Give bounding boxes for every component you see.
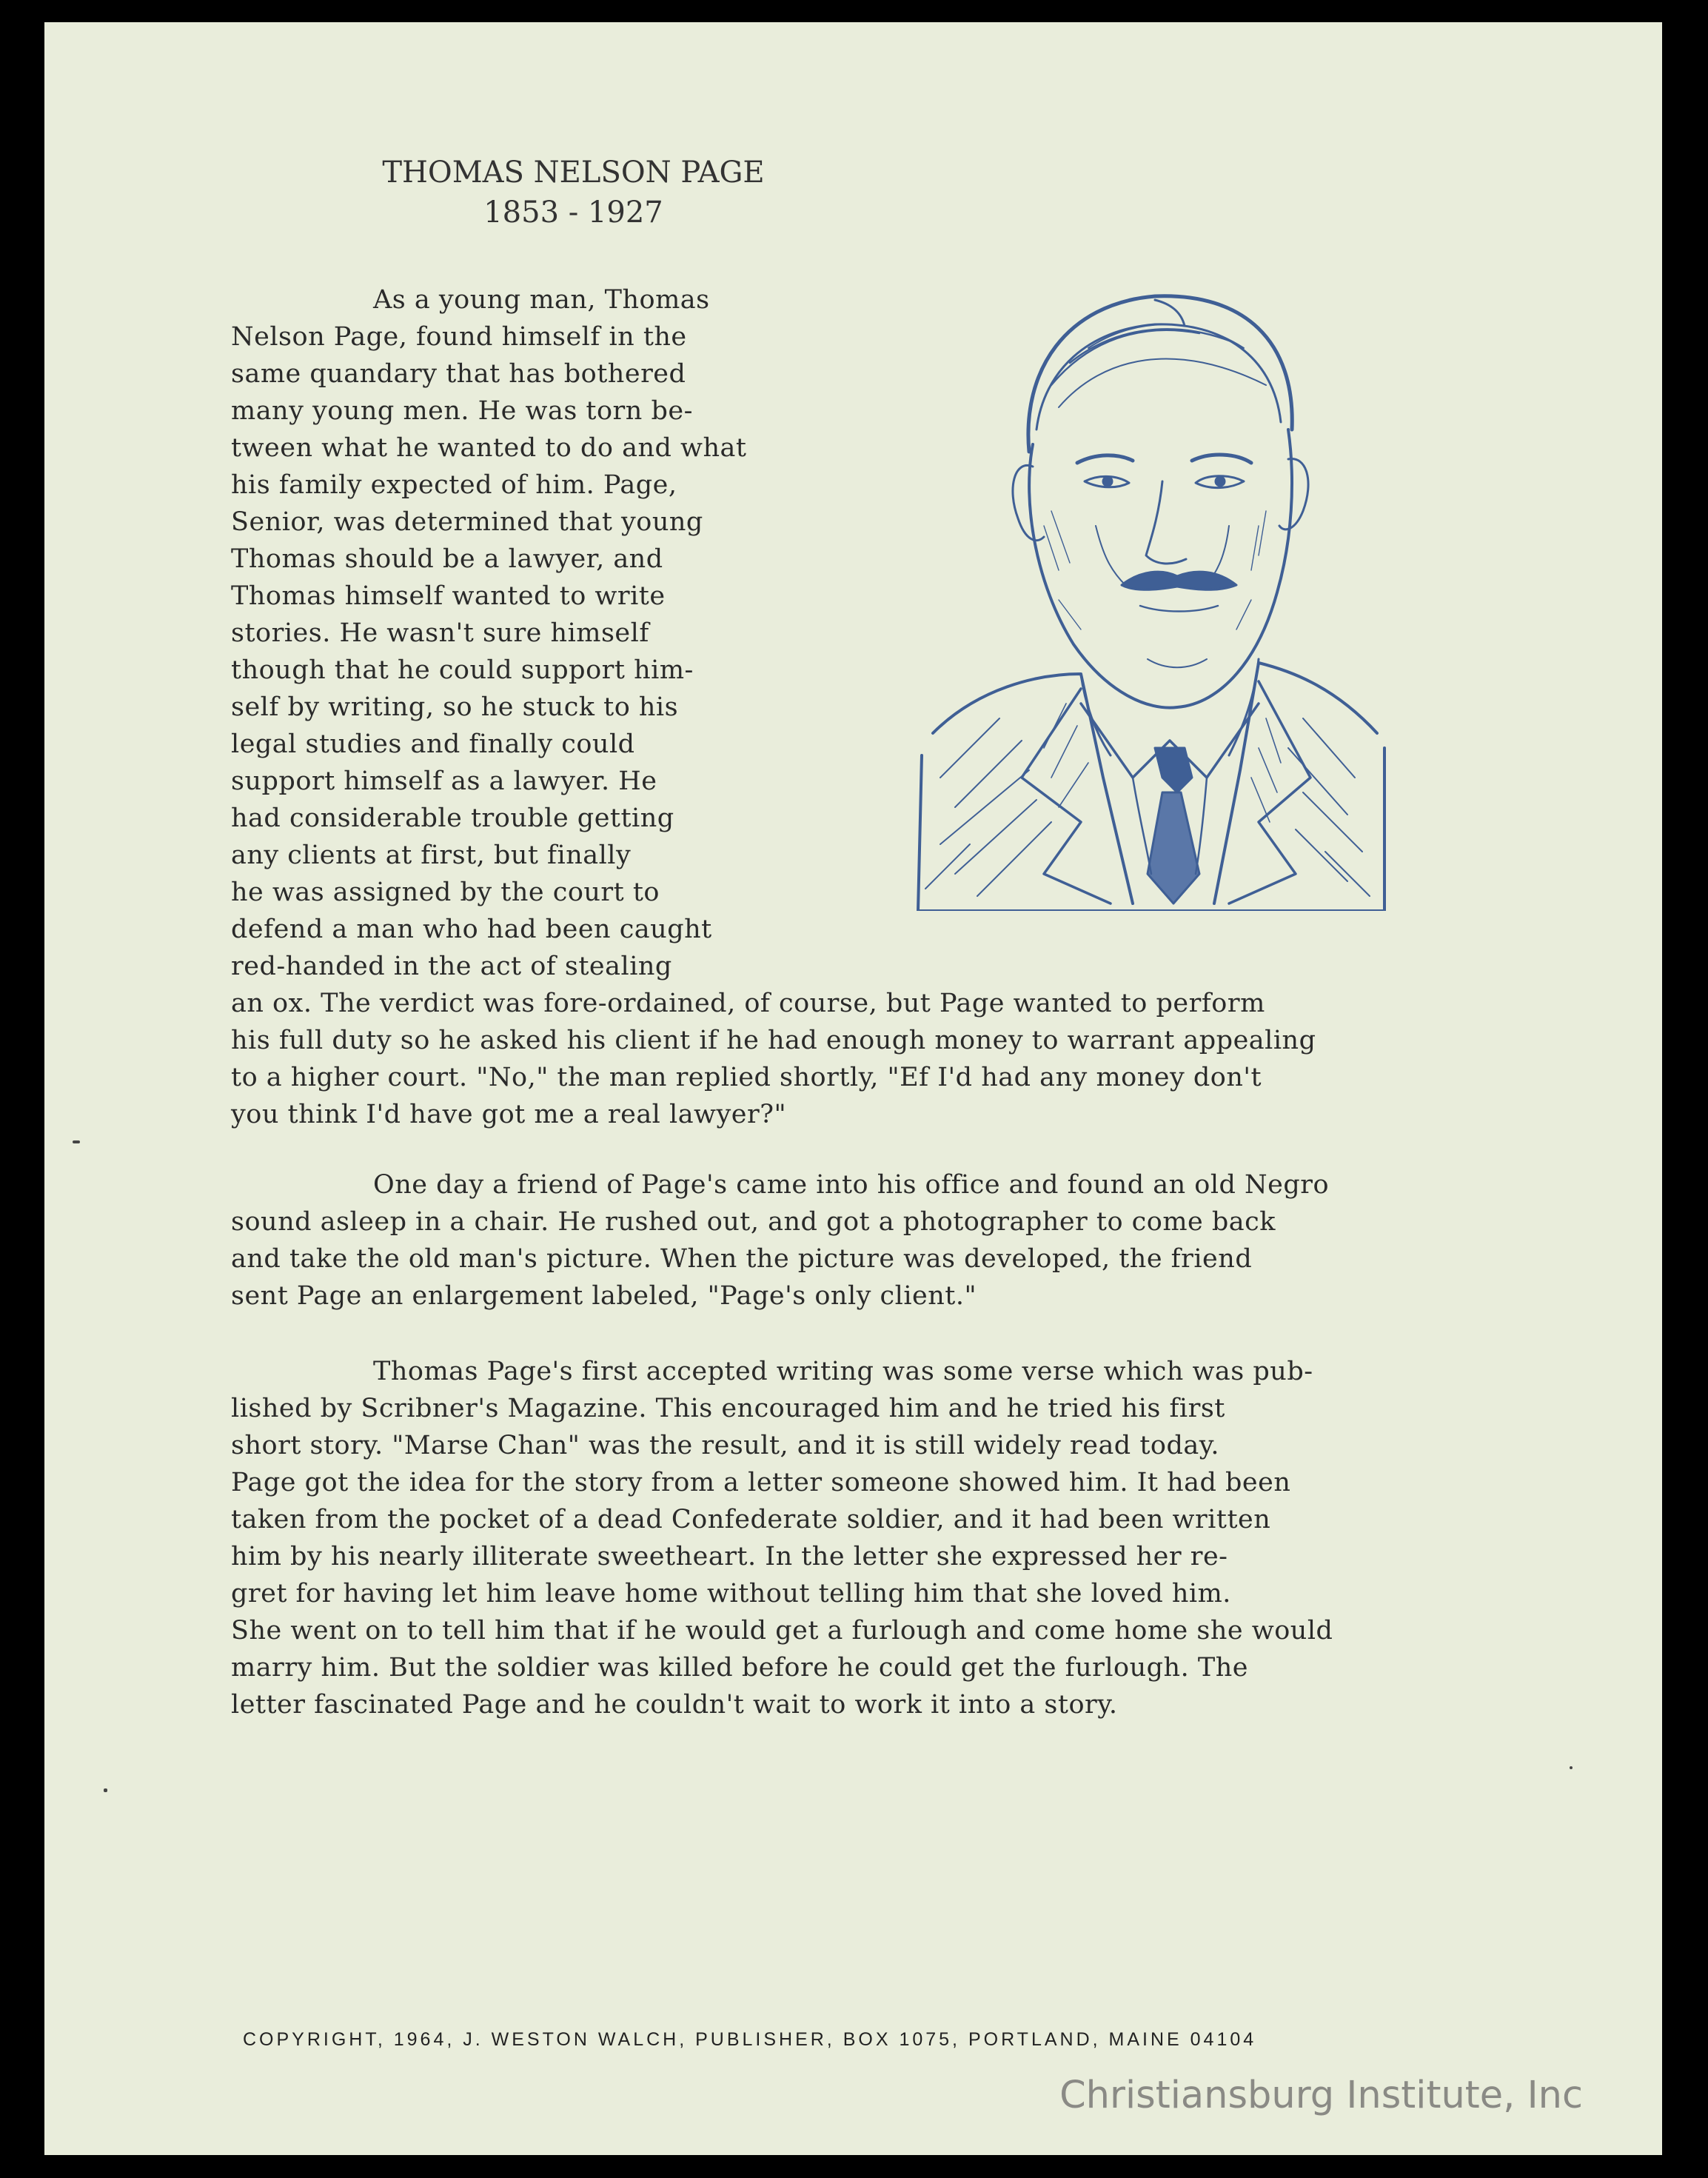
text-line: an ox. The verdict was fore-ordained, of course, but Page wanted to perform bbox=[231, 989, 1265, 1018]
text-line: him by his nearly illiterate sweetheart. In the letter she expressed her re- bbox=[231, 1542, 1228, 1571]
paragraph-3 bbox=[231, 1353, 1333, 1723]
text-line: lished by Scribner's Magazine. This encouraged him and he tried his first bbox=[231, 1394, 1225, 1423]
text-line: any clients at first, but finally bbox=[231, 841, 632, 870]
paragraph-1 bbox=[231, 281, 1316, 1133]
paper-speck bbox=[73, 1140, 80, 1143]
text-line: She went on to tell him that if he would get a furlough and come home she would bbox=[231, 1616, 1333, 1646]
text-line: One day a friend of Page's came into his office and found an old Negro bbox=[373, 1170, 1330, 1200]
text-line: his family expected of him. Page, bbox=[231, 470, 677, 500]
text-line: As a young man, Thomas bbox=[373, 285, 710, 315]
text-line: you think I'd have got me a real lawyer?" bbox=[231, 1100, 787, 1129]
text-line: marry him. But the soldier was killed before he could get the furlough. The bbox=[231, 1653, 1248, 1683]
document-title bbox=[327, 153, 820, 233]
text-line: Nelson Page, found himself in the bbox=[231, 322, 687, 352]
text-line: Senior, was determined that young bbox=[231, 507, 703, 537]
text-line: short story. "Marse Chan" was the result, and it is still widely read today. bbox=[231, 1431, 1219, 1460]
title-name: THOMAS NELSON PAGE bbox=[382, 156, 765, 190]
text-line: Thomas Page's first accepted writing was some verse which was pub- bbox=[373, 1357, 1313, 1386]
watermark: Christiansburg Institute, Inc bbox=[1059, 2074, 1583, 2117]
text-line: Thomas should be a lawyer, and bbox=[231, 544, 663, 574]
text-line: legal studies and finally could bbox=[231, 729, 635, 759]
document-page bbox=[44, 22, 1662, 2155]
paragraph-2 bbox=[231, 1166, 1329, 1315]
text-line: Thomas himself wanted to write bbox=[231, 581, 666, 611]
text-line: gret for having let him leave home without telling him that she loved him. bbox=[231, 1579, 1231, 1609]
text-line: had considerable trouble getting bbox=[231, 804, 674, 833]
text-line: sound asleep in a chair. He rushed out, and got a photographer to come back bbox=[231, 1207, 1276, 1237]
text-line: same quandary that has bothered bbox=[231, 359, 686, 389]
copyright-notice: COPYRIGHT, 1964, J. WESTON WALCH, PUBLISHER, BOX 1075, PORTLAND, MAINE 04104 bbox=[243, 2029, 1257, 2050]
text-line: sent Page an enlargement labeled, "Page's only client." bbox=[231, 1281, 977, 1311]
paper-speck bbox=[1570, 1766, 1573, 1769]
text-line: self by writing, so he stuck to his bbox=[231, 692, 679, 722]
text-line: stories. He wasn't sure himself bbox=[231, 618, 649, 648]
paper-speck bbox=[104, 1788, 107, 1792]
text-line: taken from the pocket of a dead Confederate soldier, and it had been written bbox=[231, 1505, 1271, 1534]
title-dates: 1853 - 1927 bbox=[483, 196, 663, 230]
text-line: Page got the idea for the story from a letter someone showed him. It had been bbox=[231, 1468, 1291, 1497]
text-line: red-handed in the act of stealing bbox=[231, 952, 672, 981]
text-line: though that he could support him- bbox=[231, 655, 694, 685]
text-line: to a higher court. "No," the man replied shortly, "Ef I'd had any money don't bbox=[231, 1063, 1262, 1092]
text-line: support himself as a lawyer. He bbox=[231, 766, 657, 796]
text-line: letter fascinated Page and he couldn't wait to work it into a story. bbox=[231, 1690, 1118, 1720]
text-line: and take the old man's picture. When the picture was developed, the friend bbox=[231, 1244, 1253, 1274]
text-line: many young men. He was torn be- bbox=[231, 396, 693, 426]
text-line: tween what he wanted to do and what bbox=[231, 433, 747, 463]
text-line: his full duty so he asked his client if he had enough money to warrant appealing bbox=[231, 1026, 1316, 1055]
text-line: defend a man who had been caught bbox=[231, 915, 712, 944]
text-line: he was assigned by the court to bbox=[231, 878, 660, 907]
